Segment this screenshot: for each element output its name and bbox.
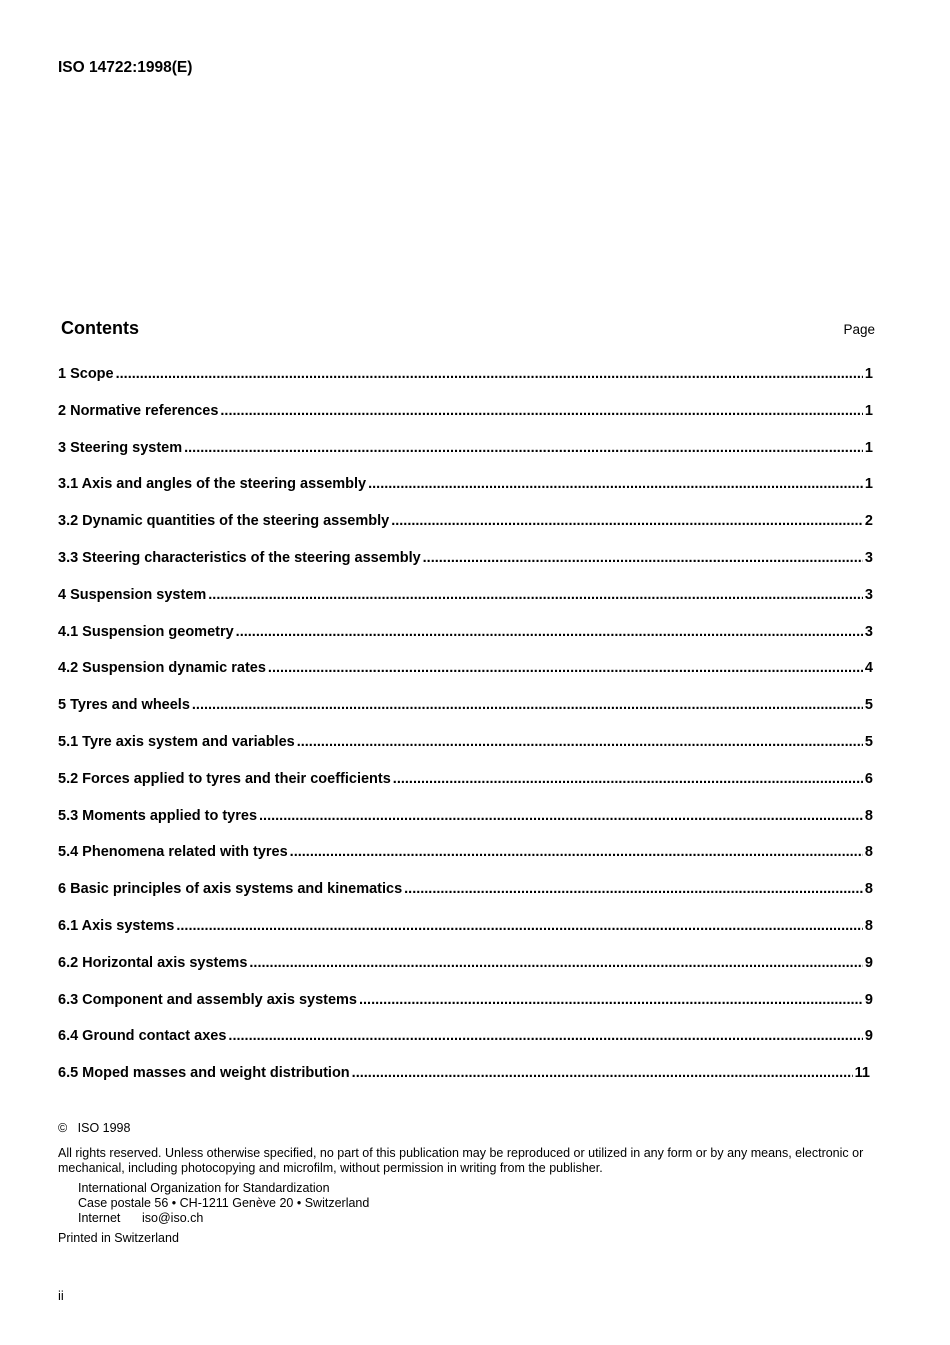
internet-label: Internet [78,1211,121,1225]
toc-entry[interactable] [58,1065,874,1102]
toc-entry-page: 11 [854,1065,870,1082]
toc-entry[interactable] [58,771,874,808]
internet-email[interactable]: iso@iso.ch [142,1211,204,1225]
toc-entry-title: 4 Suspension system [58,586,207,603]
toc-leader-dots [297,734,863,750]
toc-leader-dots [359,992,863,1008]
toc-entry-title: 3.2 Dynamic quantities of the steering assembly [58,513,390,530]
toc-entry[interactable] [58,366,874,403]
toc-entry-title: 5.3 Moments applied to tyres [58,807,258,824]
copyright-line [58,1121,878,1136]
toc-entry[interactable] [58,844,874,881]
toc-leader-dots [208,587,863,603]
toc-entry-page: 8 [864,807,873,824]
toc-entry[interactable] [58,476,874,513]
toc-entry-title: 5 Tyres and wheels [58,697,190,714]
toc-entry-page: 6 [864,770,873,787]
toc-entry[interactable] [58,403,874,440]
toc-entry-title: 6 Basic principles of axis systems and kinematics [58,881,403,898]
toc-entry-title: 6.1 Axis systems [58,917,175,934]
toc-leader-dots [192,697,863,713]
toc-entry-title: 3 Steering system [58,439,183,456]
toc-leader-dots [423,550,863,566]
toc-leader-dots [393,771,863,787]
toc-leader-dots [116,366,863,382]
contents-heading: Contents [61,318,139,338]
toc-leader-dots [290,844,863,860]
toc-entry-page: 8 [864,917,873,934]
toc-entry[interactable] [58,1028,874,1065]
copyright-year: ISO 1998 [77,1121,131,1135]
toc-entry-page: 1 [864,439,873,456]
toc-entry[interactable] [58,734,874,771]
organization-internet [58,1211,878,1226]
toc-entry-page: 5 [864,697,873,714]
toc-entry-title: 5.4 Phenomena related with tyres [58,844,288,861]
organization-name: International Organization for Standardization [78,1181,330,1195]
toc-leader-dots [268,660,863,676]
toc-leader-dots [228,1028,863,1044]
toc-entry-title: 3.1 Axis and angles of the steering assembly [58,476,367,493]
toc-entry-page: 3 [864,586,873,603]
toc-leader-dots [220,403,863,419]
toc-entry-page: 1 [864,402,873,419]
toc-entry-page: 9 [864,991,873,1008]
toc-entry-page: 1 [864,366,873,382]
toc-entry-page: 1 [864,476,873,493]
toc-entry-title: 4.1 Suspension geometry [58,623,234,640]
toc-entry-title: 3.3 Steering characteristics of the steering assembly [58,549,421,566]
toc-entry-page: 9 [864,954,873,971]
toc-entry[interactable] [58,587,874,624]
toc-entry[interactable] [58,697,874,734]
copyright-notice [58,1121,878,1246]
toc-entry-title: 6.4 Ground contact axes [58,1028,227,1045]
toc-entry-title: 6.2 Horizontal axis systems [58,954,248,971]
toc-entry[interactable] [58,513,874,550]
page-column-label: Page [843,322,875,337]
toc-entry[interactable] [58,918,874,955]
printed-location: Printed in Switzerland [58,1231,179,1245]
toc-entry-page: 4 [864,660,873,677]
table-of-contents [58,366,874,1102]
toc-entry-page: 9 [864,1028,873,1045]
toc-entry-page: 5 [864,733,873,750]
toc-leader-dots [176,918,863,934]
toc-leader-dots [352,1065,853,1081]
toc-entry-page: 8 [864,844,873,861]
toc-entry[interactable] [58,660,874,697]
toc-entry-title: 4.2 Suspension dynamic rates [58,660,266,677]
toc-entry[interactable] [58,550,874,587]
toc-entry-page: 8 [864,881,873,898]
toc-entry-title: 6.5 Moped masses and weight distribution [58,1065,350,1082]
organization-address: Case postale 56 • CH-1211 Genève 20 • Switzerland [78,1196,370,1210]
copyright-symbol: © [58,1121,68,1135]
toc-leader-dots [368,476,863,492]
document-id: ISO 14722:1998(E) [58,59,193,76]
toc-entry-title: 2 Normative references [58,402,219,419]
toc-leader-dots [391,513,863,529]
toc-entry-page: 3 [864,623,873,640]
toc-leader-dots [404,881,863,897]
toc-leader-dots [259,808,863,824]
toc-entry-title: 1 Scope [58,366,114,382]
toc-entry-page: 2 [864,513,873,530]
toc-entry-page: 3 [864,549,873,566]
toc-leader-dots [236,624,863,640]
page-number: ii [58,1288,64,1303]
toc-entry[interactable] [58,808,874,845]
toc-entry-title: 6.3 Component and assembly axis systems [58,991,357,1008]
toc-entry-title: 5.1 Tyre axis system and variables [58,733,295,750]
toc-entry[interactable] [58,881,874,918]
toc-entry-title: 5.2 Forces applied to tyres and their coefficients [58,770,391,787]
toc-entry[interactable] [58,992,874,1029]
toc-leader-dots [184,440,863,456]
toc-entry[interactable] [58,955,874,992]
toc-entry[interactable] [58,440,874,477]
rights-statement: All rights reserved. Unless otherwise specified, no part of this publication may be reproduced or utilized in any form or by any means, electronic or mechanical, including photocopying and microfilm, without permission in writing from the publisher. [58,1146,864,1175]
toc-leader-dots [249,955,863,971]
toc-entry[interactable] [58,624,874,661]
